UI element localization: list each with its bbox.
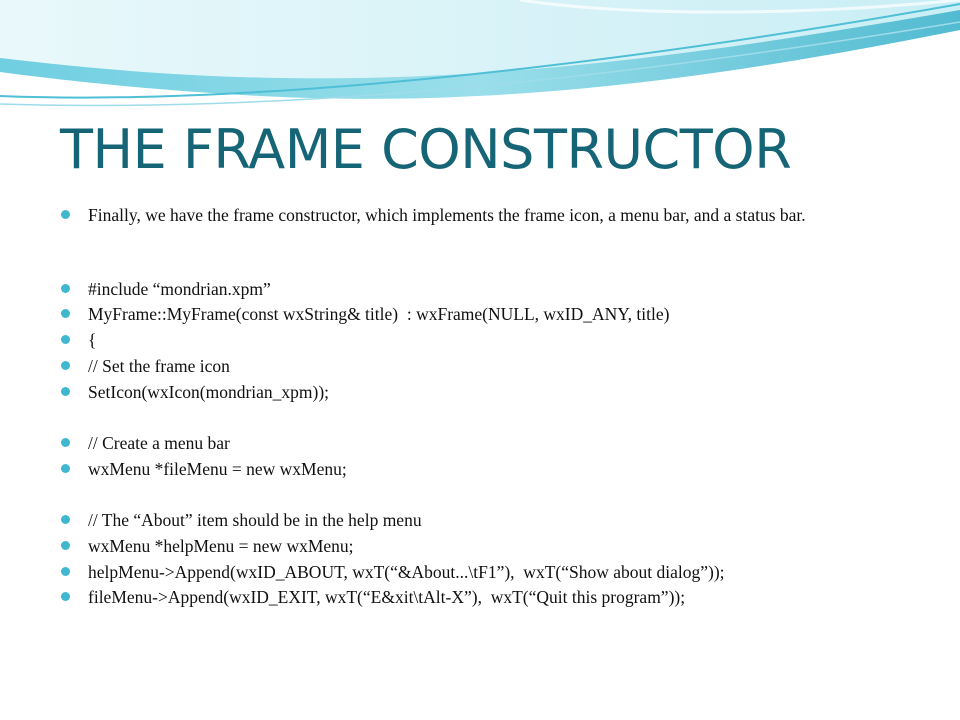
list-item: fileMenu->Append(wxID_EXIT, wxT(“E&xit\tAlt-X”), wxT(“Quit this program”)); — [88, 587, 686, 607]
bullet-icon — [61, 309, 70, 318]
bullet-icon — [61, 592, 70, 601]
list-item: // Set the frame icon — [88, 356, 230, 376]
list-item: // The “About” item should be in the help menu — [88, 510, 422, 530]
bullet-icon — [61, 387, 70, 396]
bullet-icon — [61, 567, 70, 576]
bullet-icon — [61, 335, 70, 344]
list-item: // Create a menu bar — [88, 433, 230, 453]
bullet-icon — [61, 361, 70, 370]
slide-title: THE FRAME CONSTRUCTOR — [60, 118, 792, 181]
list-item: SetIcon(wxIcon(mondrian_xpm)); — [88, 382, 330, 402]
header-wave-decoration — [0, 0, 960, 120]
bullet-icon — [61, 438, 70, 447]
bullet-icon — [61, 515, 70, 524]
list-item: wxMenu *fileMenu = new wxMenu; — [88, 459, 347, 479]
bullet-icon — [61, 284, 70, 293]
bullet-icon — [61, 464, 70, 473]
bullet-icon — [61, 210, 70, 219]
list-item: #include “mondrian.xpm” — [88, 279, 271, 299]
list-item: wxMenu *helpMenu = new wxMenu; — [88, 536, 354, 556]
list-item: Finally, we have the frame constructor, which implements the frame icon, a menu bar, and a status bar. — [88, 205, 806, 225]
list-item: MyFrame::MyFrame(const wxString& title) : wxFrame(NULL, wxID_ANY, title) — [88, 304, 670, 324]
list-item: { — [88, 330, 97, 350]
bullet-icon — [61, 541, 70, 550]
list-item: helpMenu->Append(wxID_ABOUT, wxT(“&About...\tF1”), wxT(“Show about dialog”)); — [88, 562, 725, 582]
